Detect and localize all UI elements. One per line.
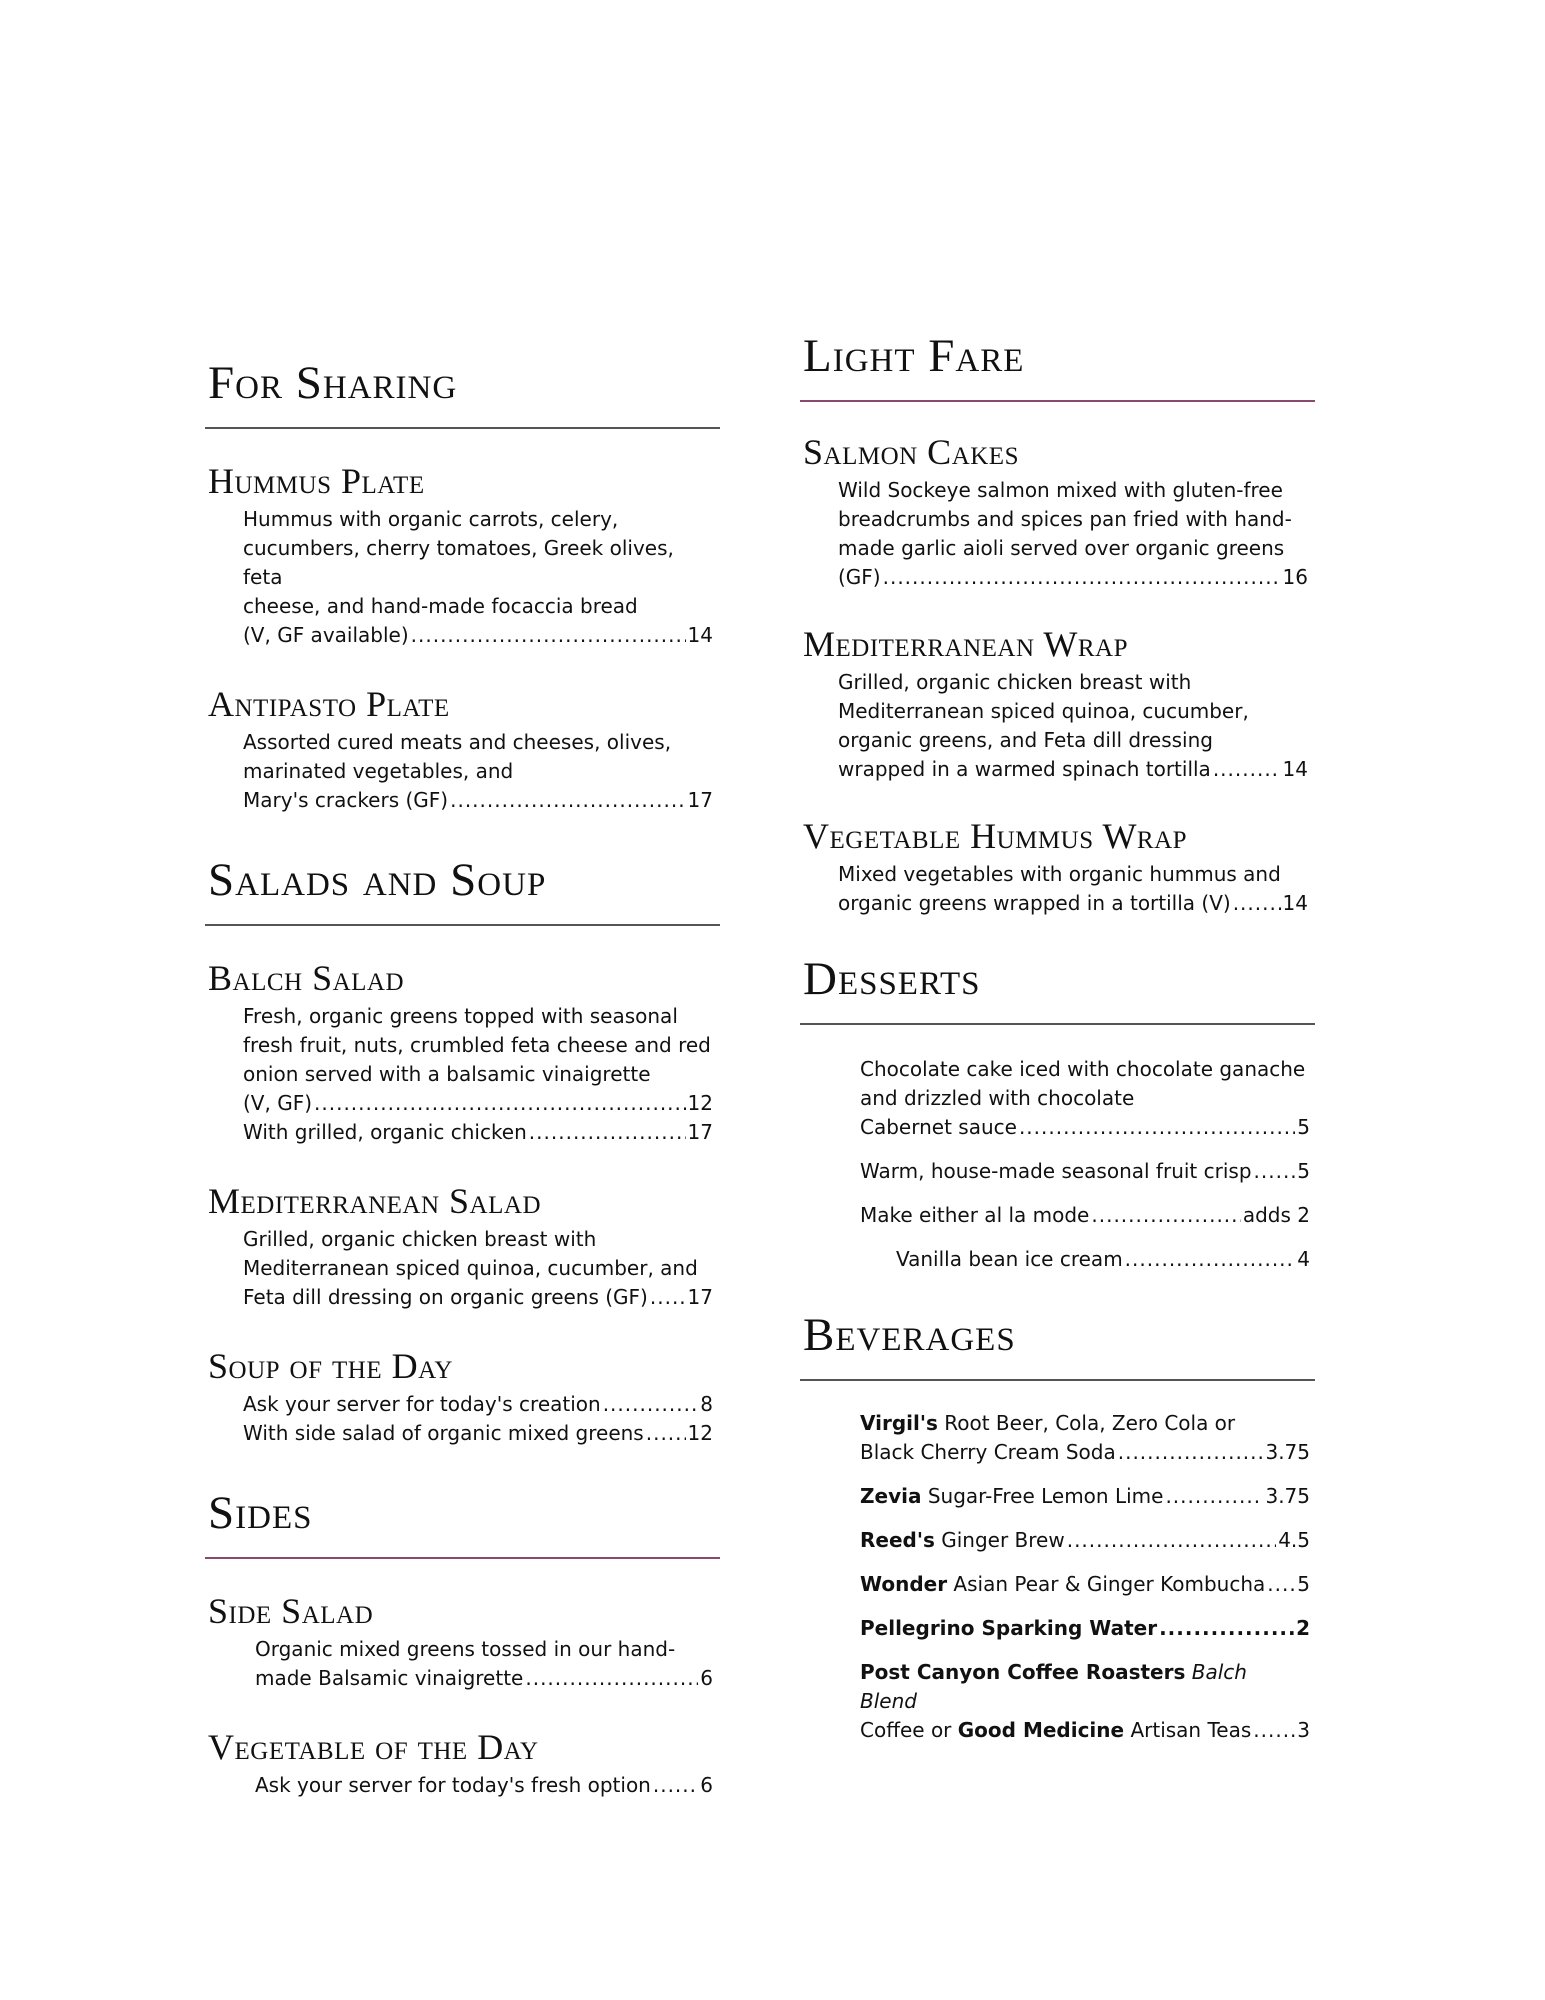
- price-line: [860, 1201, 1310, 1230]
- leader-dots: [411, 621, 686, 650]
- leader-dots: [1254, 1157, 1296, 1186]
- desc-line: [860, 1658, 1310, 1716]
- section-title-for-sharing: For Sharing: [208, 357, 458, 409]
- price-line: [255, 1664, 713, 1693]
- brand-name: Post Canyon Coffee Roasters: [860, 1660, 1186, 1684]
- price-line: [243, 1118, 713, 1147]
- desc-text: Sugar-Free Lemon Lime: [921, 1484, 1164, 1508]
- price-line: [243, 621, 713, 650]
- section-title-sides: Sides: [208, 1487, 313, 1539]
- leader-dots: [529, 1118, 686, 1147]
- price-label: (V, GF available): [243, 623, 409, 647]
- left-column: [205, 357, 720, 1800]
- leader-dots: [1091, 1201, 1240, 1230]
- item-description: [255, 1771, 713, 1800]
- desc-line: Organic mixed greens tossed in our hand-: [255, 1637, 676, 1661]
- desc-line: cucumbers, cherry tomatoes, Greek olives, feta: [243, 536, 674, 589]
- desc-line: made garlic aioli served over organic greens: [838, 536, 1285, 560]
- leader-dots: [1118, 1438, 1264, 1467]
- price-line: [838, 755, 1308, 784]
- brand-name: Zevia: [860, 1484, 922, 1508]
- price: 4.5: [1278, 1528, 1310, 1552]
- item-description: [838, 476, 1308, 592]
- price-label: [860, 1570, 1265, 1599]
- beverages-list: [860, 1409, 1310, 1745]
- item-title: Antipasto Plate: [208, 684, 450, 724]
- price: 17: [687, 788, 713, 812]
- price-line: [860, 1482, 1310, 1511]
- price: 17: [687, 1120, 713, 1144]
- item-title: Balch Salad: [208, 958, 405, 998]
- desc-line: marinated vegetables, and: [243, 759, 514, 783]
- leader-dots: [1159, 1614, 1294, 1643]
- menu-item-antipasto-plate: [205, 686, 720, 815]
- item-title: Side Salad: [208, 1591, 374, 1631]
- leader-dots: [314, 1089, 686, 1118]
- price-line: [860, 1570, 1310, 1599]
- item-title: Vegetable of the Day: [208, 1727, 539, 1767]
- price-label: Feta dill dressing on organic greens (GF): [243, 1285, 648, 1309]
- price: 3.75: [1265, 1440, 1310, 1464]
- section-divider: [205, 924, 720, 926]
- price-line: [896, 1245, 1310, 1274]
- price-line: [243, 1283, 713, 1312]
- price-line: [243, 1089, 713, 1118]
- price: 2: [1296, 1616, 1310, 1640]
- item-description: [243, 1002, 713, 1147]
- brand-name: Good Medicine: [957, 1718, 1125, 1742]
- desc-text: Root Beer, Cola, Zero Cola or: [937, 1411, 1236, 1435]
- desc-line: Grilled, organic chicken breast with: [838, 670, 1192, 694]
- price: 14: [1282, 891, 1308, 915]
- price-label: Vanilla bean ice cream: [896, 1247, 1123, 1271]
- section-title-beverages: Beverages: [803, 1309, 1016, 1361]
- price: 12: [687, 1091, 713, 1115]
- section-divider: [800, 1023, 1315, 1025]
- desc-line: organic greens, and Feta dill dressing: [838, 728, 1213, 752]
- leader-dots: [1233, 889, 1281, 918]
- desc-text: Ginger Brew: [934, 1528, 1065, 1552]
- price-label: wrapped in a warmed spinach tortilla: [838, 757, 1211, 781]
- price-line: [255, 1771, 713, 1800]
- leader-dots: [1125, 1245, 1296, 1274]
- item-description: [243, 1225, 713, 1312]
- price: 12: [687, 1421, 713, 1445]
- desc-line: [860, 1409, 1310, 1438]
- item-title: Mediterranean Salad: [208, 1181, 541, 1221]
- price-line: [243, 1390, 713, 1419]
- price: 16: [1282, 565, 1308, 589]
- brand-name: Reed's: [860, 1528, 935, 1552]
- price-label: Warm, house-made seasonal fruit crisp: [860, 1159, 1252, 1183]
- item-description: [243, 1390, 713, 1448]
- desc-line: Chocolate cake iced with chocolate ganache: [860, 1057, 1306, 1081]
- price: 5: [1297, 1159, 1310, 1183]
- price: 14: [1282, 757, 1308, 781]
- price: 5: [1297, 1572, 1310, 1596]
- leader-dots: [525, 1664, 698, 1693]
- desc-line: Hummus with organic carrots, celery,: [243, 507, 619, 531]
- desc-line: Grilled, organic chicken breast with: [243, 1227, 597, 1251]
- price-label: Black Cherry Cream Soda: [860, 1440, 1116, 1464]
- price: 3: [1297, 1718, 1310, 1742]
- desc-text: Asian Pear & Ginger Kombucha: [947, 1572, 1266, 1596]
- price-label: Make either al la mode: [860, 1203, 1090, 1227]
- price-label: With grilled, organic chicken: [243, 1120, 527, 1144]
- price: 5: [1297, 1115, 1310, 1139]
- menu-item-soup-of-the-day: [205, 1348, 720, 1448]
- desc-line: and drizzled with chocolate: [860, 1086, 1135, 1110]
- right-column: [800, 330, 1315, 1745]
- leader-dots: [1019, 1113, 1295, 1142]
- price-label: [860, 1482, 1163, 1511]
- price-line: [243, 1419, 713, 1448]
- menu-item-mediterranean-wrap: [800, 626, 1315, 784]
- desc-text: Artisan Teas: [1124, 1718, 1252, 1742]
- price-label: Ask your server for today's creation: [243, 1392, 601, 1416]
- price-label: Cabernet sauce: [860, 1115, 1017, 1139]
- section-title-desserts: Desserts: [803, 953, 981, 1005]
- price-line: [860, 1614, 1310, 1643]
- leader-dots: [653, 1771, 698, 1800]
- brand-name: Wonder: [860, 1572, 948, 1596]
- price-label: (GF): [838, 565, 881, 589]
- item-description: [243, 505, 713, 650]
- item-description: [838, 860, 1308, 918]
- leader-dots: [450, 786, 685, 815]
- desc-line: Wild Sockeye salmon mixed with gluten-free: [838, 478, 1283, 502]
- desc-text: Coffee or: [860, 1718, 958, 1742]
- desc-line: Assorted cured meats and cheeses, olives,: [243, 730, 672, 754]
- item-title: Soup of the Day: [208, 1346, 453, 1386]
- desc-line: onion served with a balsamic vinaigrette: [243, 1062, 651, 1086]
- price-line: [838, 563, 1308, 592]
- desc-line: Fresh, organic greens topped with seasonal: [243, 1004, 678, 1028]
- section-title-salads-and-soup: Salads and Soup: [208, 854, 547, 906]
- price: 8: [700, 1392, 713, 1416]
- price-line: [860, 1113, 1310, 1142]
- price: 4: [1297, 1247, 1310, 1271]
- desc-line: breadcrumbs and spices pan fried with hand-: [838, 507, 1292, 531]
- price: 17: [687, 1285, 713, 1309]
- leader-dots: [646, 1419, 686, 1448]
- price-line: [860, 1716, 1310, 1745]
- section-divider: [205, 1557, 720, 1559]
- item-title: Mediterranean Wrap: [803, 624, 1129, 664]
- leader-dots: [1267, 1570, 1295, 1599]
- desc-line: Mixed vegetables with organic hummus and: [838, 862, 1281, 886]
- price-line: [243, 786, 713, 815]
- price-line: [860, 1157, 1310, 1186]
- menu-item-vegetable-hummus-wrap: [800, 818, 1315, 918]
- desc-line: cheese, and hand-made focaccia bread: [243, 594, 638, 618]
- desc-line: Mediterranean spiced quinoa, cucumber,: [838, 699, 1249, 723]
- item-description: [838, 668, 1308, 784]
- item-description: [243, 728, 713, 815]
- item-description: [255, 1635, 713, 1693]
- price-label: [860, 1526, 1065, 1555]
- price-label: (V, GF): [243, 1091, 313, 1115]
- menu-item-salmon-cakes: [800, 434, 1315, 592]
- desserts-list: [860, 1055, 1310, 1274]
- menu-item-vegetable-of-the-day: [205, 1729, 720, 1800]
- item-title: Hummus Plate: [208, 461, 425, 501]
- desc-line: fresh fruit, nuts, crumbled feta cheese and red: [243, 1033, 711, 1057]
- price: 6: [700, 1773, 713, 1797]
- leader-dots: [883, 563, 1281, 592]
- menu-item-side-salad: [205, 1593, 720, 1693]
- leader-dots: [650, 1283, 686, 1312]
- price: adds 2: [1242, 1203, 1310, 1227]
- price-line: [860, 1438, 1310, 1467]
- price-line: [838, 889, 1308, 918]
- price: 3.75: [1265, 1484, 1310, 1508]
- desc-line: Mediterranean spiced quinoa, cucumber, and: [243, 1256, 698, 1280]
- brand-name: Virgil's: [860, 1411, 938, 1435]
- price-label: Pellegrino Sparking Water: [860, 1616, 1158, 1640]
- section-divider: [205, 427, 720, 429]
- leader-dots: [1165, 1482, 1263, 1511]
- section-title-light-fare: Light Fare: [803, 330, 1025, 382]
- leader-dots: [1213, 755, 1281, 784]
- price: 14: [687, 623, 713, 647]
- menu-item-balch-salad: [205, 960, 720, 1147]
- blend-name: Balch Blend: [860, 1660, 1247, 1713]
- item-title: Salmon Cakes: [803, 432, 1019, 472]
- price-label: With side salad of organic mixed greens: [243, 1421, 644, 1445]
- item-title: Vegetable Hummus Wrap: [803, 816, 1188, 856]
- section-divider: [800, 400, 1315, 402]
- leader-dots: [1253, 1716, 1295, 1745]
- price-line: [860, 1526, 1310, 1555]
- menu-item-hummus-plate: [205, 463, 720, 650]
- leader-dots: [603, 1390, 699, 1419]
- price-label: Ask your server for today's fresh option: [255, 1773, 651, 1797]
- price-label: [860, 1716, 1251, 1745]
- price-label: Mary's crackers (GF): [243, 788, 449, 812]
- price-label: made Balsamic vinaigrette: [255, 1666, 524, 1690]
- price-label: organic greens wrapped in a tortilla (V): [838, 891, 1231, 915]
- leader-dots: [1067, 1526, 1276, 1555]
- menu-item-mediterranean-salad: [205, 1183, 720, 1312]
- price: 6: [700, 1666, 713, 1690]
- section-divider: [800, 1379, 1315, 1381]
